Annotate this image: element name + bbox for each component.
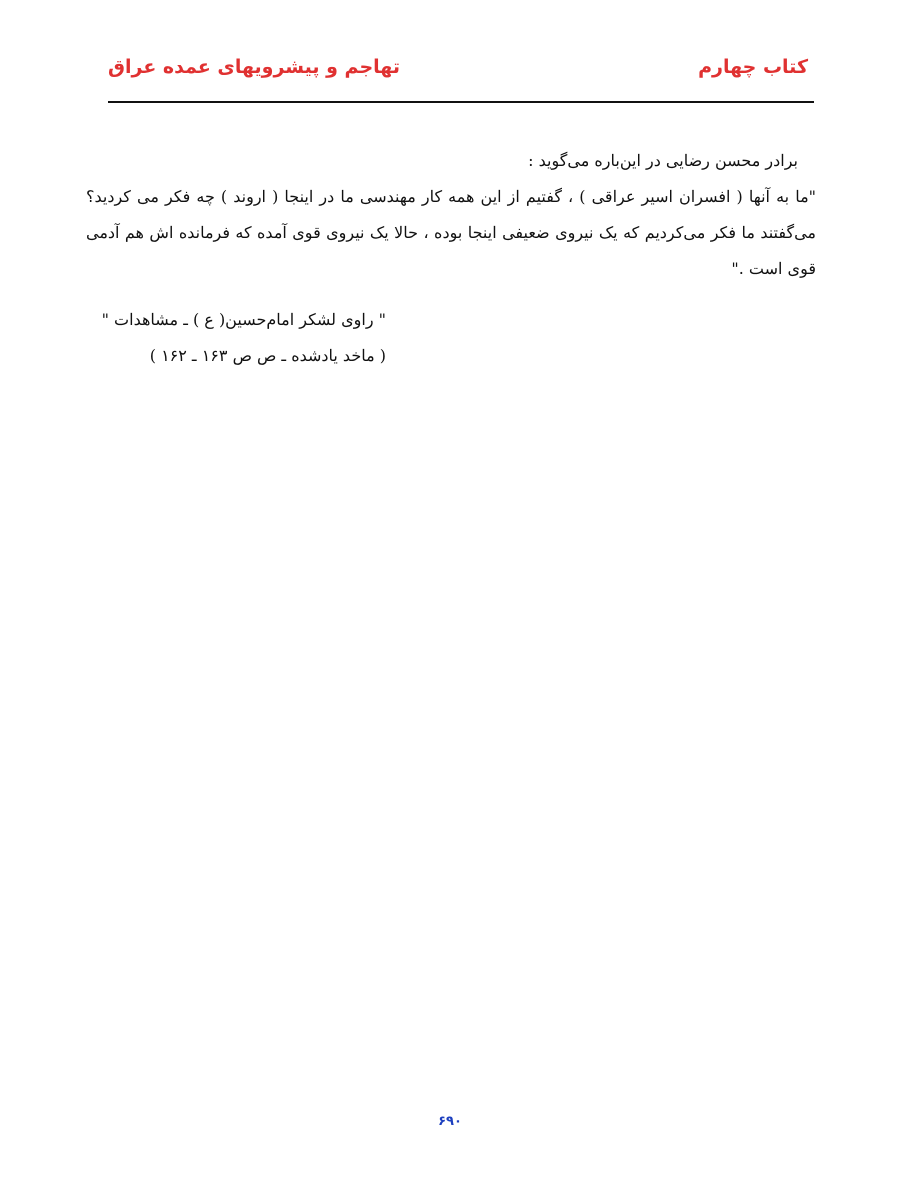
intro-line: برادر محسن رضایی در این‌باره می‌گوید :	[528, 151, 798, 170]
chapter-title: تهاجم و پیشرویهای عمده عراق	[108, 56, 400, 78]
quote-paragraph	[86, 179, 816, 287]
book-title: کتاب چهارم	[698, 56, 808, 78]
running-header	[108, 56, 814, 88]
source-line-1: " راوی لشکر امام‌حسین( ع ) ـ مشاهدات "	[101, 310, 386, 329]
quote-text: "ما به آنها ( افسران اسیر عراقی ) ، گفتیم از این همه کار مهندسی ما در اینجا ( اروند ) چه فکر می کردید؟ می‌گفتند ما فکر می‌کردیم که یک نیروی ضعیفی اینجا بوده ، حالا یک نیروی قوی آمده که فرمانده اش هم آدمی قوی است ."	[86, 187, 816, 278]
body-text	[86, 143, 816, 287]
page-number: ۶۹۰	[438, 1114, 462, 1129]
header-divider	[108, 101, 814, 103]
source-citation	[86, 302, 386, 374]
source-line-2: ( ماخد یادشده ـ ص ص ۱۶۳ ـ ۱۶۲ )	[149, 346, 386, 365]
